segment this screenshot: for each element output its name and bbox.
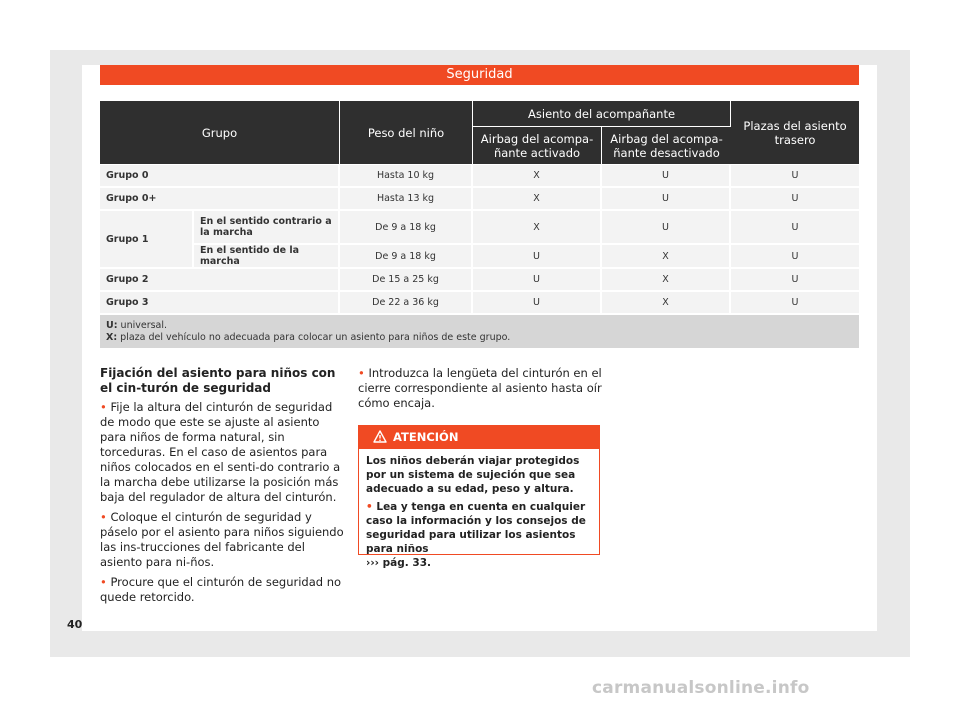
col-header-airbag-desactivado: Airbag del acompa- ñante desactivado (602, 127, 731, 165)
col-header-airbag-activado: Airbag del acompa- ñante activado (473, 127, 602, 165)
cell-peso: De 22 a 36 kg (340, 292, 473, 315)
cell-sentido: En el sentido de la marcha (194, 245, 340, 269)
cell-grupo: Grupo 2 (100, 269, 340, 292)
col-header-grupo: Grupo (100, 101, 340, 165)
legend-u-key: U: (106, 319, 118, 331)
cell-rear: U (731, 188, 859, 211)
paragraph-text: Coloque el cinturón de seguridad y páselo por el asiento para niños siguiendo las ins-trucciones del fabricante del asiento para ni-ños. (100, 510, 344, 569)
legend-u-text: universal. (120, 319, 168, 331)
page-reference-link[interactable]: ››› pág. 33. (366, 557, 431, 569)
warning-triangle-icon (373, 430, 387, 443)
cell-airbag-on: X (473, 188, 602, 211)
cell-sentido: En el sentido contrario a la marcha (194, 211, 340, 245)
cell-grupo: Grupo 0+ (100, 188, 340, 211)
cell-peso: De 15 a 25 kg (340, 269, 473, 292)
paragraph-text: Introduzca la lengüeta del cinturón en el cierre correspondiente al asiento hasta oír cómo encaja. (358, 366, 602, 410)
middle-column (358, 366, 602, 416)
cell-airbag-on: U (473, 292, 602, 315)
child-seat-table (100, 101, 859, 350)
bullet-icon: • (358, 366, 365, 380)
cell-rear: U (731, 292, 859, 315)
cell-airbag-off: U (602, 165, 731, 188)
col-header-peso: Peso del niño (340, 101, 473, 165)
table-row (100, 292, 859, 315)
cell-airbag-on: X (473, 165, 602, 188)
table-row (100, 211, 859, 245)
left-column (100, 366, 344, 610)
legend-x-key: X: (106, 331, 118, 343)
section-title: Seguridad (100, 65, 859, 85)
paragraph (100, 400, 344, 505)
cell-grupo: Grupo 3 (100, 292, 340, 315)
paragraph-text: Fije la altura del cinturón de seguridad de modo que este se ajuste al asiento para niños de forma natural, sin torceduras. En el caso de asientos para niños colocados en el senti-do contrario a la marcha debe utilizarse la posición más baja del regulador de altura del cinturón. (100, 400, 341, 504)
legend-cell (100, 315, 859, 350)
watermark: carmanualsonline.info (592, 678, 810, 698)
warning-title: ATENCIÓN (393, 430, 459, 444)
warning-header (359, 426, 599, 449)
bullet-icon: • (366, 501, 373, 513)
col-header-asiento: Asiento del acompañante (473, 101, 731, 127)
paragraph (100, 510, 344, 570)
legend-x-text: plaza del vehículo no adecuada para colocar un asiento para niños de este grupo. (120, 331, 511, 343)
cell-peso: Hasta 13 kg (340, 188, 473, 211)
warning-body (359, 449, 599, 579)
cell-rear: U (731, 269, 859, 292)
cell-peso: Hasta 10 kg (340, 165, 473, 188)
bullet-icon: • (100, 575, 107, 589)
cell-airbag-off: X (602, 245, 731, 269)
cell-rear: U (731, 211, 859, 245)
cell-airbag-off: U (602, 188, 731, 211)
cell-airbag-off: X (602, 292, 731, 315)
warning-text: Los niños deberán viajar protegidos por un sistema de sujeción que sea adecuado a su edad, peso y altura. (366, 455, 580, 495)
page-number: 40 (67, 618, 83, 631)
warning-box (358, 425, 600, 569)
table-legend (100, 315, 859, 350)
table-row (100, 245, 859, 269)
paragraph (100, 575, 344, 605)
col-header-trasero: Plazas del asiento trasero (731, 101, 859, 165)
warning-text: Lea y tenga en cuenta en cualquier caso la información y los consejos de seguridad para utilizar los asientos para niños (366, 501, 586, 555)
bullet-icon: • (100, 510, 107, 524)
cell-rear: U (731, 245, 859, 269)
cell-airbag-on: X (473, 211, 602, 245)
cell-airbag-on: U (473, 245, 602, 269)
table-row (100, 269, 859, 292)
paragraph-text: Procure que el cinturón de seguridad no quede retorcido. (100, 575, 342, 604)
cell-airbag-on: U (473, 269, 602, 292)
cell-peso: De 9 a 18 kg (340, 245, 473, 269)
section-heading: Fijación del asiento para niños con el cin-turón de seguridad (100, 366, 336, 395)
cell-rear: U (731, 165, 859, 188)
cell-airbag-off: X (602, 269, 731, 292)
table-row (100, 188, 859, 211)
cell-airbag-off: U (602, 211, 731, 245)
table-row (100, 165, 859, 188)
cell-grupo: Grupo 0 (100, 165, 340, 188)
bullet-icon: • (100, 400, 107, 414)
paragraph (358, 366, 602, 411)
cell-grupo: Grupo 1 (100, 211, 194, 269)
cell-peso: De 9 a 18 kg (340, 211, 473, 245)
warning-item (366, 500, 592, 570)
